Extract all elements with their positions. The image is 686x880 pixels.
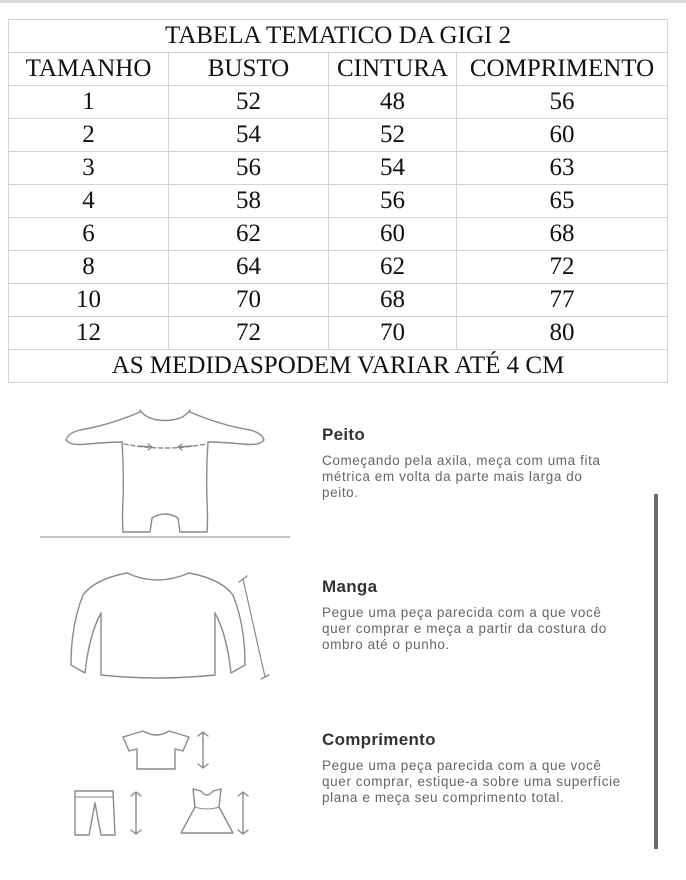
guide-peito [0,395,686,545]
table-title: TABELA TEMATICO DA GIGI 2 [9,20,668,53]
header-comprimento: COMPRIMENTO [457,53,668,86]
cell-tamanho: 4 [9,185,169,218]
cell-comprimento: 63 [457,152,668,185]
manga-text: Pegue uma peça parecida com a que você quer comprar e meça a partir da costura do ombro até o punho. [322,605,607,652]
table-row [9,251,668,284]
table-row [9,284,668,317]
table-row [9,185,668,218]
cell-cintura: 52 [329,119,457,152]
long-sleeve-shirt-icon [65,565,280,690]
cell-cintura: 48 [329,86,457,119]
cell-busto: 72 [169,317,329,350]
cell-comprimento: 56 [457,86,668,119]
table-row [9,86,668,119]
cell-busto: 58 [169,185,329,218]
cell-tamanho: 6 [9,218,169,251]
cell-busto: 70 [169,284,329,317]
tshirt-icon [65,723,265,843]
header-busto: BUSTO [169,53,329,86]
cell-busto: 62 [169,218,329,251]
cell-cintura: 70 [329,317,457,350]
manga-title: Manga [322,577,378,596]
table-row [9,119,668,152]
cell-tamanho: 2 [9,119,169,152]
cell-tamanho: 10 [9,284,169,317]
guide-comprimento [0,715,686,845]
peito-text: Começando pela axila, meça com uma fita métrica em volta da parte mais larga do peito. [322,453,601,500]
cell-comprimento: 68 [457,218,668,251]
peito-title: Peito [322,425,366,444]
table-row [9,152,668,185]
cell-busto: 54 [169,119,329,152]
top-divider [0,0,686,3]
guide-manga [0,560,686,690]
cell-cintura: 68 [329,284,457,317]
cell-comprimento: 60 [457,119,668,152]
cell-comprimento: 65 [457,185,668,218]
cell-cintura: 56 [329,185,457,218]
cell-tamanho: 3 [9,152,169,185]
cell-busto: 64 [169,251,329,284]
table-footer-note: AS MEDIDASPODEM VARIAR ATÉ 4 CM [9,350,668,383]
cell-busto: 52 [169,86,329,119]
cell-cintura: 60 [329,218,457,251]
cell-comprimento: 80 [457,317,668,350]
cell-tamanho: 8 [9,251,169,284]
header-cintura: CINTURA [329,53,457,86]
cell-cintura: 54 [329,152,457,185]
vertical-divider [654,494,658,849]
comprimento-text: Pegue uma peça parecida com a que você quer comprar, estique-a sobre uma superfície plana e meça seu comprimento total. [322,758,621,805]
header-tamanho: TAMANHO [9,53,169,86]
cell-cintura: 62 [329,251,457,284]
table-row [9,218,668,251]
table-row [9,317,668,350]
torso-measure-icon [40,400,290,540]
comprimento-title: Comprimento [322,730,436,749]
cell-comprimento: 72 [457,251,668,284]
cell-comprimento: 77 [457,284,668,317]
size-table [8,19,668,383]
cell-tamanho: 1 [9,86,169,119]
cell-tamanho: 12 [9,317,169,350]
cell-busto: 56 [169,152,329,185]
